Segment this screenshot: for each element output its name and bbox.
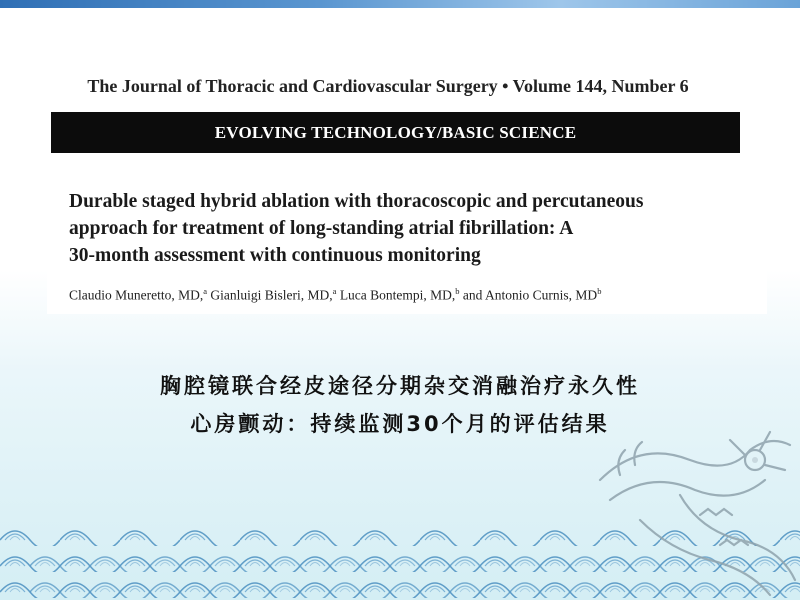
- paper-title: [69, 188, 749, 269]
- paper-title-line: Durable staged hybrid ablation with thoracoscopic and percutaneous: [69, 191, 644, 212]
- dragon-icon: [580, 420, 800, 600]
- chinese-title-line: 心房颤动：持续监测30个月的评估结果: [190, 412, 610, 436]
- chinese-title-line: 胸腔镜联合经皮途径分期杂交消融治疗永久性: [160, 374, 640, 398]
- author-name: Luca Bontempi, MD,: [336, 287, 456, 303]
- paper-title-line: 30-month assessment with continuous monitoring: [69, 245, 481, 266]
- author-affiliation: a: [332, 286, 337, 296]
- journal-header: The Journal of Thoracic and Cardiovascular Surgery • Volume 144, Number 6: [40, 68, 736, 104]
- author-affiliation: b: [597, 286, 602, 296]
- top-accent-bar: [0, 0, 800, 8]
- paper-card: [47, 106, 767, 314]
- section-banner: EVOLVING TECHNOLOGY/BASIC SCIENCE: [51, 112, 740, 153]
- author-name: and Antonio Curnis, MD: [459, 287, 598, 303]
- author-name: Claudio Muneretto, MD,: [69, 287, 204, 303]
- author-affiliation: a: [203, 286, 208, 296]
- paper-title-line: approach for treatment of long-standing atrial fibrillation: A: [69, 218, 574, 239]
- author-affiliation: b: [455, 286, 460, 296]
- author-list: [69, 286, 601, 304]
- author-name: Gianluigi Bisleri, MD,: [207, 287, 333, 303]
